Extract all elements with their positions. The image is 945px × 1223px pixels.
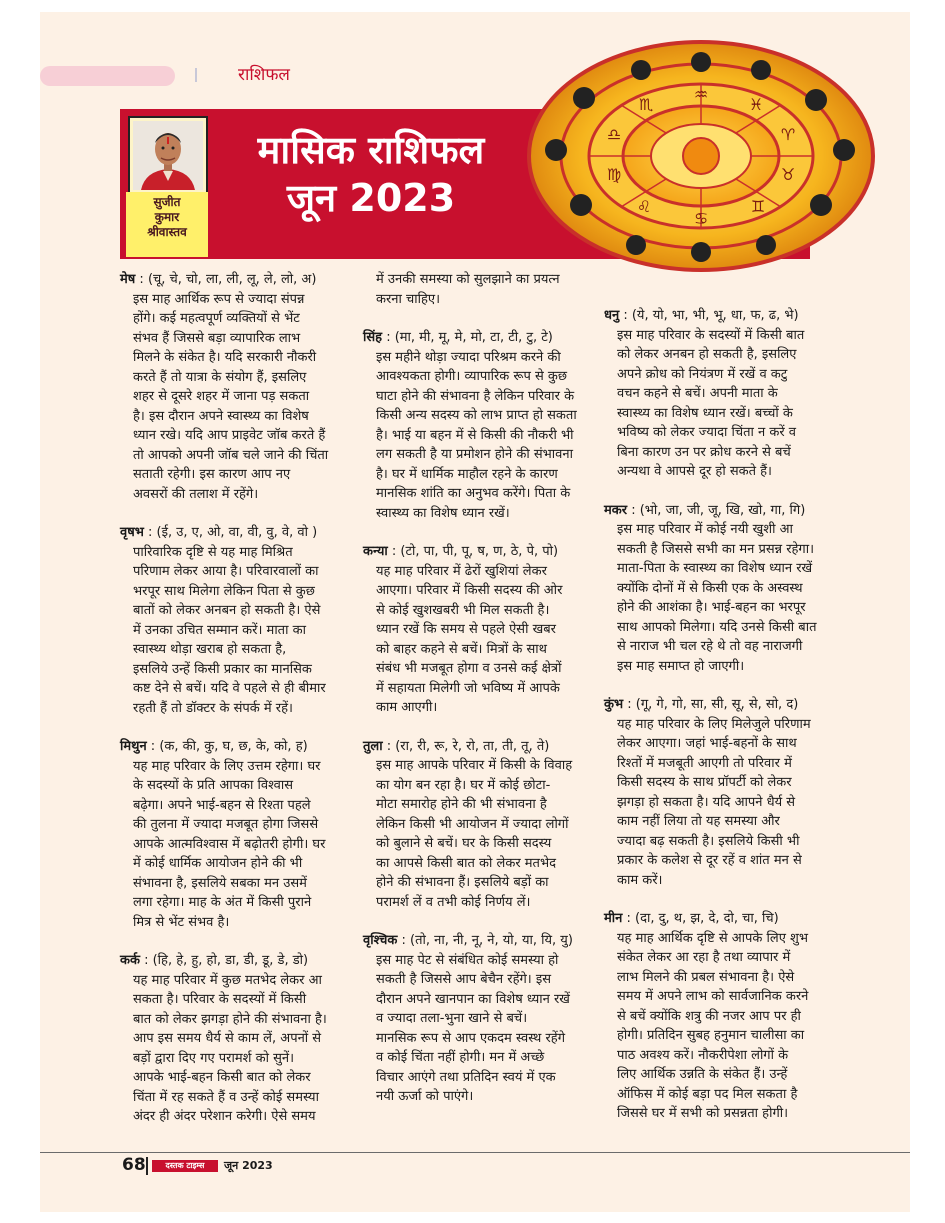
text-line: करते हैं तो यात्रा के संयोग हैं, इसलिए bbox=[133, 369, 307, 385]
text-line: माता-पिता के स्वास्थ्य का विशेष ध्यान रखें bbox=[617, 561, 813, 576]
sign-name: मेष bbox=[120, 272, 136, 287]
text-line: मित्र से भेंट संभव है। bbox=[133, 914, 230, 930]
text-line: लेकर आएगा। जहां भाई-बहनों के साथ bbox=[617, 736, 797, 751]
magazine-logo: दस्तक टाइम्स bbox=[152, 1160, 218, 1172]
text-line: आपके आत्मविश्वास में बढ़ोतरी होगी। घर bbox=[133, 836, 326, 852]
text-line: समय में अपने लाभ को सार्वजानिक करने bbox=[617, 989, 809, 1004]
text-line: इस माह पेट से संबंधित कोई समस्या हो bbox=[376, 952, 559, 968]
svg-text:♋: ♋ bbox=[693, 209, 709, 228]
sign-syllables: : (तो, ना, नी, नू, ने, यो, या, यि, यु) bbox=[397, 933, 573, 948]
sign-name: तुला bbox=[363, 738, 383, 754]
sign-name: कर्क bbox=[120, 953, 140, 968]
text-line: काम करें। bbox=[617, 872, 663, 888]
text-line: आपके भाई-बहन किसी बात को लेकर bbox=[133, 1070, 311, 1085]
section-label: राशिफल bbox=[238, 65, 290, 85]
text-line: किसी सदस्य के साथ प्रॉपर्टी को लेकर bbox=[617, 775, 792, 790]
sign-name: कन्या bbox=[363, 544, 388, 559]
text-line: प्रकार के कलेश से दूर रहें व शांत मन से bbox=[617, 853, 802, 868]
horoscope-entry bbox=[120, 270, 360, 504]
text-line: मोटा समारोह होने की भी संभावना है bbox=[376, 797, 547, 812]
text-line: मिलने के संकेत है। यदि सरकारी नौकरी bbox=[133, 350, 317, 365]
text-line: लिए आर्थिक उन्नति के संकेत हैं। उन्हें bbox=[617, 1067, 788, 1082]
text-line: काम नहीं लिया तो यह समस्या और bbox=[617, 814, 780, 829]
sign-name: मिथुन bbox=[120, 739, 147, 754]
sign-syllables: : (मा, मी, मू, मे, मो, टा, टी, टु, टे) bbox=[382, 330, 553, 345]
text-line: है। भाई या बहन में से किसी की नौकरी भी bbox=[376, 427, 574, 443]
text-line: रहती हैं तो डॉक्टर के संपर्क में रहें। bbox=[133, 700, 293, 716]
sign-syllables: : (हि, हे, हु, हो, डा, डी, डू, डे, डो) bbox=[139, 953, 309, 968]
horoscope-entry bbox=[604, 909, 839, 1124]
sign-syllables: : (दा, दु, थ, झ, दे, दो, चा, चि) bbox=[622, 911, 779, 926]
text-line: बातों को लेकर अनबन हो सकती है। ऐसे bbox=[133, 603, 321, 618]
text-line: रिश्तों में मजबूती आएगी तो परिवार में bbox=[617, 755, 792, 771]
text-line: में कोई धार्मिक आयोजन होने की भी bbox=[133, 856, 303, 871]
text-line: यह माह परिवार में ढेरों खुशियां लेकर bbox=[376, 563, 547, 579]
text-line: व ज्यादा तला-भुना खाने से बचें। bbox=[376, 1011, 528, 1026]
svg-text:♌: ♌ bbox=[636, 197, 652, 216]
text-line: इस माह परिवार के सदस्यों में किसी बात bbox=[617, 327, 805, 343]
text-line: का योग बन रहा है। घर में कोई छोटा- bbox=[376, 777, 551, 793]
text-line: किसी अन्य सदस्य को लाभ प्राप्त हो सकता bbox=[376, 408, 577, 423]
svg-text:♓: ♓ bbox=[748, 95, 764, 114]
page-number: 68 bbox=[122, 1155, 146, 1175]
text-line: अन्यथा वे आपसे दूर हो सकते हैं। bbox=[617, 464, 772, 479]
text-line: भविष्य को लेकर ज्यादा चिंता न करें व bbox=[617, 425, 797, 440]
text-line: संकेत लेकर आ रहा है तथा व्यापार में bbox=[617, 950, 791, 965]
svg-text:♎: ♎ bbox=[606, 125, 622, 144]
text-line: में सहायता मिलेगी जो भविष्य में आपके bbox=[376, 680, 560, 696]
text-line: का आपसे किसी बात को लेकर मतभेद bbox=[376, 855, 557, 871]
text-line: होने की संभावना हैं। इसलिये बड़ों का bbox=[376, 875, 549, 890]
text-line: स्वास्थ्य का विशेष ध्यान रखें। bbox=[376, 505, 510, 521]
text-line: सकता है। परिवार के सदस्यों में किसी bbox=[133, 992, 307, 1007]
sign-syllables: : (टो, पा, पी, पू, ष, ण, ठे, पे, पो) bbox=[387, 544, 559, 559]
svg-text:♒: ♒ bbox=[693, 85, 709, 104]
text-line: में उनका उचित सम्मान करें। माता का bbox=[133, 622, 306, 638]
text-line: से नाराज भी चल रहे थे तो वह नाराजगी bbox=[617, 639, 803, 654]
horoscope-entry-continued bbox=[363, 270, 601, 309]
text-line: ध्यान रखे। यदि आप प्राइवेट जॉब करते हैं bbox=[133, 428, 326, 443]
text-line: परामर्श लें व तभी कोई निर्णय लें। bbox=[376, 894, 531, 910]
text-line: बात को लेकर झगड़ा होने की संभावना है। bbox=[133, 1011, 327, 1027]
text-line: आप इस समय धैर्य से काम लें, अपनों से bbox=[133, 1031, 322, 1046]
horoscope-entry bbox=[604, 695, 839, 890]
text-line: स्वास्थ्य थोड़ा खराब हो सकता है, bbox=[133, 642, 287, 657]
sign-name: मीन bbox=[604, 911, 623, 926]
svg-text:♈: ♈ bbox=[780, 125, 796, 144]
horoscope-entry bbox=[120, 951, 360, 1127]
sign-syllables: : (ई, उ, ए, ओ, वा, वी, वु, वे, वो ) bbox=[143, 525, 318, 540]
text-line: होने की आशंका है। भाई-बहन का भरपूर bbox=[617, 600, 806, 615]
text-line: को बुलाने से बचें। घर के किसी सदस्य bbox=[376, 836, 552, 851]
author-photo bbox=[133, 121, 203, 190]
text-line: मानसिक शांति का अनुभव करेंगे। पिता के bbox=[376, 486, 571, 501]
text-line: लाभ मिलने की प्रबल संभावना है। ऐसे bbox=[617, 969, 795, 985]
text-line: मानसिक रूप से आप एकदम स्वस्थ रहेंगे bbox=[376, 1030, 566, 1046]
text-line: अवसरों की तलाश में रहेंगे। bbox=[133, 486, 259, 502]
text-line: चिंता में रह सकते हैं व उन्हें कोई समस्या bbox=[133, 1089, 319, 1105]
text-line: विचार आएंगे तथा प्रतिदिन स्वयं में एक bbox=[376, 1069, 556, 1085]
text-line: क्योंकि दोनों में से किसी एक के अस्वस्थ bbox=[617, 580, 803, 596]
title-line-1: मासिक राशिफल bbox=[257, 128, 485, 172]
text-line: यह माह परिवार के लिए मिलेजुले परिणाम bbox=[617, 716, 811, 732]
sign-syllables: : (ये, यो, भा, भी, भू, धा, फ, ढ, भे) bbox=[619, 308, 799, 323]
horoscope-entry bbox=[604, 306, 839, 482]
text-line: संबंध भी मजबूत होगा व उनसे कई क्षेत्रों bbox=[376, 661, 562, 676]
column-3 bbox=[604, 306, 839, 1124]
text-line: अंदर ही अंदर परेशान करेगी। ऐसे समय bbox=[133, 1109, 316, 1124]
title-line-2: जून 2023 bbox=[286, 176, 456, 220]
text-line: संभावना है, इसलिये सबका मन उसमें bbox=[133, 875, 307, 891]
text-line: घाटा होने की संभावना है लेकिन परिवार के bbox=[376, 388, 575, 404]
text-line: लेकिन किसी भी आयोजन में ज्यादा लोगों bbox=[376, 816, 569, 832]
text-line: दौरान अपने खानपान का विशेष ध्यान रखें bbox=[376, 991, 570, 1007]
sign-name: मकर bbox=[604, 502, 628, 518]
text-line: काम आएगी। bbox=[376, 700, 438, 715]
text-line: में उनकी समस्या को सुलझाने का प्रयत्न bbox=[376, 272, 560, 287]
text-line: बड़ों द्वारा दिए गए परामर्श को सुनें। bbox=[133, 1050, 294, 1066]
text-line: पाठ अवश्य करें। नौकरीपेशा लोगों के bbox=[617, 1047, 789, 1063]
svg-text:♉: ♉ bbox=[780, 165, 796, 184]
text-line: भरपूर साथ मिलेगा लेकिन पिता से कुछ bbox=[133, 583, 315, 599]
text-line: को बाहर कहने से बचें। मित्रों के साथ bbox=[376, 641, 547, 657]
horoscope-entry bbox=[363, 328, 601, 523]
sign-syllables: : (क, की, कु, घ, छ, के, को, ह) bbox=[146, 739, 308, 754]
column-1 bbox=[120, 270, 360, 1127]
text-line: वचन कहने से बचें। अपनी माता के bbox=[617, 386, 778, 401]
horoscope-entry bbox=[120, 737, 360, 932]
footer-separator bbox=[146, 1157, 148, 1175]
text-line: इस माह आपके परिवार में किसी के विवाह bbox=[376, 758, 573, 773]
text-line: से बचें क्योंकि शत्रु की नजर आप पर ही bbox=[617, 1008, 801, 1024]
author-name bbox=[126, 192, 208, 257]
text-line: होंगे। कई महत्वपूर्ण व्यक्तियों से भेंट bbox=[133, 311, 300, 326]
text-line: यह माह परिवार में कुछ मतभेद लेकर आ bbox=[133, 972, 322, 988]
text-line: इस महीने थोड़ा ज्यादा परिश्रम करने की bbox=[376, 349, 561, 365]
page-title bbox=[226, 126, 516, 222]
issue-date: जून 2023 bbox=[224, 1159, 273, 1172]
author-name-line: कुमार bbox=[154, 210, 180, 224]
horoscope-entry bbox=[363, 737, 601, 913]
horoscope-entry bbox=[363, 931, 601, 1107]
sign-name: वृश्चिक bbox=[363, 933, 398, 948]
author-name-line: सुजीत bbox=[153, 195, 181, 209]
sign-name: वृषभ bbox=[120, 525, 144, 540]
text-line: बिना कारण उन पर क्रोध करने से बचें bbox=[617, 444, 791, 460]
text-line: है। इस दौरान अपने स्वास्थ्य का विशेष bbox=[133, 408, 309, 424]
author-photo-frame bbox=[128, 116, 208, 195]
horoscope-entry bbox=[363, 542, 601, 718]
text-line: इसलिये उन्हें किसी प्रकार का मानसिक bbox=[133, 661, 312, 677]
text-line: को लेकर अनबन हो सकती है, इसलिए bbox=[617, 347, 797, 362]
svg-text:♏: ♏ bbox=[638, 95, 654, 114]
text-line: करना चाहिए। bbox=[376, 291, 441, 307]
sign-name: कुंभ bbox=[604, 697, 624, 712]
text-line: बढ़ेगा। अपने भाई-बहन से रिश्ता पहले bbox=[133, 797, 311, 813]
footer-divider bbox=[40, 1152, 910, 1153]
text-line: इस माह परिवार में कोई नयी खुशी आ bbox=[617, 522, 793, 537]
text-line: सताती रहेगी। इस कारण आप नए bbox=[133, 467, 291, 482]
text-line: आवश्यकता होगी। व्यापारिक रूप से कुछ bbox=[376, 369, 568, 384]
text-line: होगी। प्रतिदिन सुबह हनुमान चालीसा का bbox=[617, 1028, 805, 1043]
text-line: शहर से दूसरे शहर में जाना पड़ सकता bbox=[133, 389, 310, 404]
text-line: संभव हैं जिससे बड़ा व्यापारिक लाभ bbox=[133, 330, 301, 346]
text-line: ज्यादा बढ़ सकती है। इसलिये किसी भी bbox=[617, 833, 800, 849]
text-line: यह माह परिवार के लिए उत्तम रहेगा। घर bbox=[133, 758, 321, 774]
sign-syllables: : (रा, री, रू, रे, रो, ता, ती, तू, ते) bbox=[382, 738, 550, 754]
header-pill bbox=[40, 66, 175, 86]
zodiac-wheel-image bbox=[526, 40, 876, 272]
author-name-line: श्रीवास्तव bbox=[147, 225, 187, 239]
text-line: साथ आपको मिलेगा। यदि उनसे किसी बात bbox=[617, 619, 817, 635]
text-line: झगड़ा हो सकता है। यदि आपने धैर्य से bbox=[617, 794, 796, 810]
text-line: तो आपको अपनी जॉब चले जाने की चिंता bbox=[133, 447, 329, 463]
text-line: की तुलना में ज्यादा मजबूत होगा जिससे bbox=[133, 817, 319, 832]
text-line: है। घर में धार्मिक माहौल रहने के कारण bbox=[376, 466, 558, 482]
text-line: इस माह आर्थिक रूप से ज्यादा संपन्न bbox=[133, 291, 305, 307]
text-line: कष्ट देने से बचें। यदि वे पहले से ही बीमार bbox=[133, 681, 326, 696]
text-line: सकती है जिससे सभी का मन प्रसन्न रहेगा। bbox=[617, 541, 815, 557]
text-line: आएगा। परिवार में किसी सदस्य की ओर bbox=[376, 583, 563, 598]
text-line: परिणाम लेकर आया है। परिवारवालों का bbox=[133, 564, 319, 579]
sign-syllables: : (भो, जा, जी, जू, खि, खो, गा, गि) bbox=[627, 502, 806, 518]
text-line: स्वास्थ्य का विशेष ध्यान रखें। बच्चों के bbox=[617, 405, 793, 421]
column-2 bbox=[363, 270, 601, 1107]
svg-text:♊: ♊ bbox=[750, 197, 766, 216]
text-line: इस माह समाप्त हो जाएगी। bbox=[617, 658, 745, 674]
text-line: व कोई चिंता नहीं होगी। मन में अच्छे bbox=[376, 1050, 545, 1065]
text-line: लग सकती है या प्रमोशन होने की संभावना bbox=[376, 447, 573, 462]
text-line: नयी ऊर्जा को पाएंगे। bbox=[376, 1089, 474, 1104]
text-line: के सदस्यों के प्रति आपका विश्वास bbox=[133, 778, 293, 793]
sign-syllables: : (गू, गे, गो, सा, सी, सू, से, सो, द) bbox=[623, 697, 799, 712]
text-line: सकती है जिससे आप बेचैन रहेंगे। इस bbox=[376, 972, 552, 987]
sign-syllables: : (चू, चे, चो, ला, ली, लू, ले, लो, अ) bbox=[135, 272, 317, 287]
text-line: ध्यान रखें कि समय से पहले ऐसी खबर bbox=[376, 622, 556, 637]
text-line: पारिवारिक दृष्टि से यह माह मिश्रित bbox=[133, 544, 293, 560]
sign-name: धनु bbox=[604, 308, 620, 323]
text-line: जिससे घर में सभी को प्रसन्नता होगी। bbox=[617, 1106, 789, 1121]
sign-name: सिंह bbox=[363, 330, 383, 345]
text-line: अपने क्रोध को नियंत्रण में रखें व कटु bbox=[617, 366, 788, 382]
text-line: लगा रहेगा। माह के अंत में किसी पुराने bbox=[133, 895, 312, 910]
text-line: ऑफिस में कोई बड़ा पद मिल सकता है bbox=[617, 1086, 798, 1102]
text-line: यह माह आर्थिक दृष्टि से आपके लिए शुभ bbox=[617, 930, 809, 946]
header-separator bbox=[195, 68, 197, 82]
svg-text:♍: ♍ bbox=[606, 165, 622, 184]
horoscope-entry bbox=[120, 523, 360, 718]
horoscope-entry bbox=[604, 501, 839, 677]
text-line: से कोई खुशखबरी भी मिल सकती है। bbox=[376, 602, 550, 618]
